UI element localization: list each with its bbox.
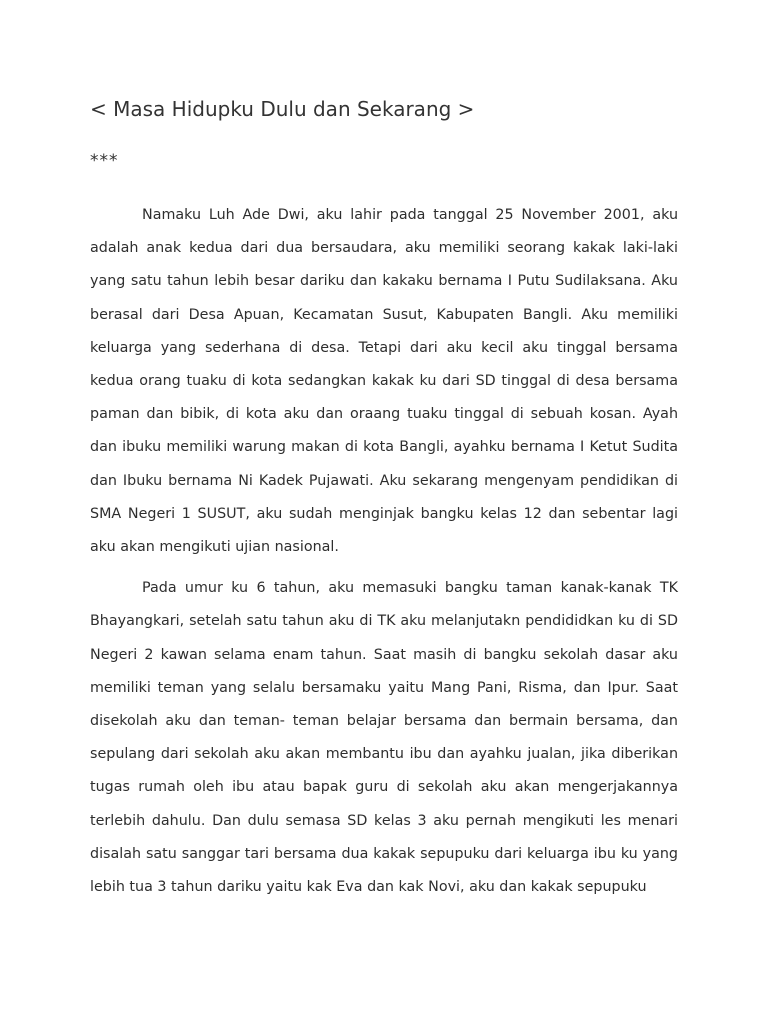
paragraph-2: Pada umur ku 6 tahun, aku memasuki bangku taman kanak-kanak TK Bhayangkari, setelah satu tahun aku di TK aku melanjutakn pendididkan ku di SD Negeri 2 kawan selama enam tahun. Saat masih di bangku sekolah dasar aku memiliki teman yang selalu bersamaku yaitu Mang Pani, Risma, dan Ipur. Saat disekolah aku dan teman- teman belajar bersama dan bermain bersama, dan sepulang dari sekolah aku akan membantu ibu dan ayahku jualan, jika diberikan tugas rumah oleh ibu atau bapak guru di sekolah aku akan mengerjakannya terlebih dahulu. Dan dulu semasa SD kelas 3 aku pernah mengikuti les menari disalah satu sanggar tari bersama dua kakak sepupuku dari keluarga ibu ku yang lebih tua 3 tahun dariku yaitu kak Eva dan kak Novi, aku dan kakak sepupuku <box>90 580 678 896</box>
document-title: < Masa Hidupku Dulu dan Sekarang > <box>90 97 475 121</box>
paragraph-1: Namaku Luh Ade Dwi, aku lahir pada tanggal 25 November 2001, aku adalah anak kedua dari dua bersaudara, aku memiliki seorang kakak laki-laki yang satu tahun lebih besar dariku dan kakaku bernama I Putu Sudilaksana. Aku berasal dari Desa Apuan, Kecamatan Susut, Kabupaten Bangli. Aku memiliki keluarga yang sederhana di desa. Tetapi dari aku kecil aku tinggal bersama kedua orang tuaku di kota sedangkan kakak ku dari SD tinggal di desa bersama paman dan bibik, di kota aku dan oraang tuaku tinggal di sebuah kosan. Ayah dan ibuku memiliki warung makan di kota Bangli, ayahku bernama I Ketut Sudita dan Ibuku bernama Ni Kadek Pujawati. Aku sekarang mengenyam pendidikan di SMA Negeri 1 SUSUT, aku sudah menginjak bangku kelas 12 dan sebentar lagi aku akan mengikuti ujian nasional. <box>90 207 678 556</box>
section-separator: *** <box>90 151 119 171</box>
document-body <box>90 199 678 904</box>
